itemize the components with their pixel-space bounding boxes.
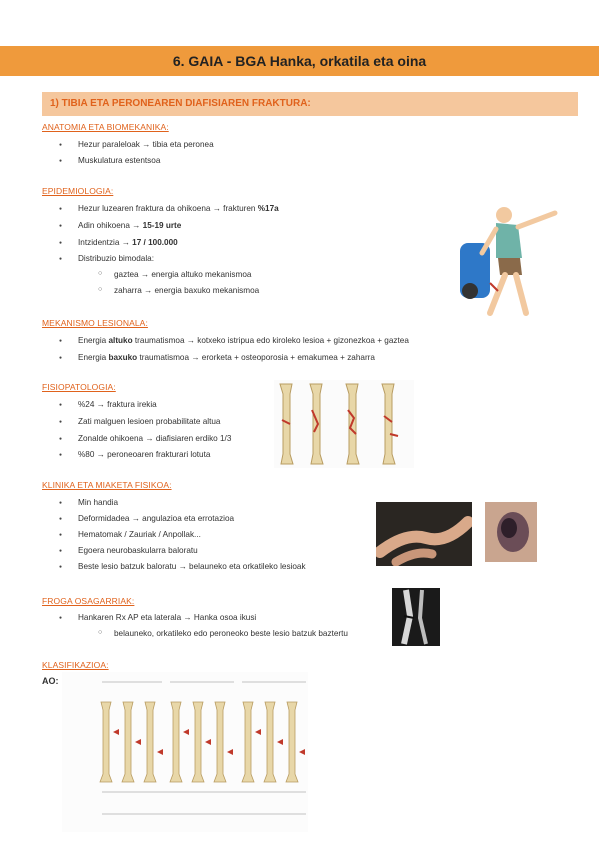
fracture-arrow xyxy=(255,729,261,735)
list-item: ● Intzidentzia → 17 / 100.000 xyxy=(60,238,160,247)
bone-shape xyxy=(264,702,276,782)
bone-shape xyxy=(286,702,298,782)
deformed-leg-photo xyxy=(376,502,472,566)
section-title: 1) TIBIA ETA PERONEAREN DIAFISIAREN FRAKTURA: xyxy=(50,98,311,109)
list-item: ● Hezur luzearen fraktura da ohikoena → frakturen %17a xyxy=(60,204,261,213)
bone-shape xyxy=(144,702,156,782)
list-item: ● Hematomak / Zauriak / Anpollak... xyxy=(60,530,183,539)
tibia-fracture-figure xyxy=(274,380,414,468)
heading-epidemiologia: EPIDEMIOLOGIA: xyxy=(42,186,114,196)
list-item: ● Distribuzio bimodala: xyxy=(60,254,136,263)
list-item: ● Muskulatura estentsoa xyxy=(60,156,142,165)
page-title: 6. GAIA - BGA Hanka, orkatila eta oina xyxy=(172,53,427,69)
list-item: ● Egoera neurobaskularra baloratu xyxy=(60,546,180,555)
bone-shape xyxy=(100,702,112,782)
sub-item: ○ gaztea → energia altuko mekanismoa xyxy=(98,270,235,279)
list-item: ● Zati malguen lesioen probabilitate altua xyxy=(60,417,202,426)
fracture-arrow xyxy=(227,749,233,755)
list-item: ● Hankaren Rx AP eta laterala → Hanka osoa ikusi xyxy=(60,613,238,622)
list-item: ● %80 → peroneoaren frakturari lotuta xyxy=(60,450,192,459)
bone-shape xyxy=(170,702,182,782)
accident-illustration xyxy=(460,203,560,318)
hematoma-photo xyxy=(485,502,537,562)
fracture-arrow xyxy=(183,729,189,735)
bone-shape xyxy=(122,702,134,782)
bone-shape xyxy=(242,702,254,782)
list-item: ● Hezur paraleloak → tibia eta peronea xyxy=(60,140,196,149)
list-item: ● Min handia xyxy=(60,498,100,507)
heading-anatomia: ANATOMIA ETA BIOMEKANIKA: xyxy=(42,122,169,132)
sub-item: ○ zaharra → energia baxuko mekanismoa xyxy=(98,286,243,295)
fracture-arrow xyxy=(113,729,119,735)
list-item: ● Energia altuko traumatismoa → kotxeko istripua edo kiroleko lesioa + gizonezkoa + gaztea xyxy=(60,336,391,345)
fracture-arrow xyxy=(205,739,211,745)
list-item: ● Adin ohikoena → 15-19 urte xyxy=(60,221,163,230)
heading-klasifikazioa: KLASIFIKAZIOA: xyxy=(42,660,109,670)
ao-label: AO: xyxy=(42,676,59,686)
list-item: ● Zonalde ohikoena → diafisiaren erdiko 1/3 xyxy=(60,434,213,443)
fracture-arrow xyxy=(299,749,305,755)
heading-fisiopatologia: FISIOPATOLOGIA: xyxy=(42,382,116,392)
bone-shape xyxy=(192,702,204,782)
fracture-arrow xyxy=(277,739,283,745)
section-header xyxy=(42,92,578,116)
heading-froga: FROGA OSAGARRIAK: xyxy=(42,596,135,606)
sub-item: ○ belauneko, orkatileko edo peroneoko beste lesio batzuk baztertu xyxy=(98,629,332,638)
heading-klinika: KLINIKA ETA MIAKETA FISIKOA: xyxy=(42,480,172,490)
fracture-arrow xyxy=(157,749,163,755)
list-item: ● Energia baxuko traumatismoa → erorketa + osteoporosia + emakumea + zaharra xyxy=(60,353,357,362)
list-item: ● %24 → fraktura irekia xyxy=(60,400,139,409)
title-banner xyxy=(0,46,599,76)
heading-mekanismo: MEKANISMO LESIONALA: xyxy=(42,318,148,328)
list-item: ● Deformidadea → angulazioa eta errotazioa xyxy=(60,514,216,523)
fracture-arrow xyxy=(135,739,141,745)
bone-shape xyxy=(214,702,226,782)
list-item: ● Beste lesio batzuk baloratu → belauneko eta orkatileko lesioak xyxy=(60,562,288,571)
ao-classification-figure xyxy=(62,672,308,832)
xray-image xyxy=(392,588,440,646)
